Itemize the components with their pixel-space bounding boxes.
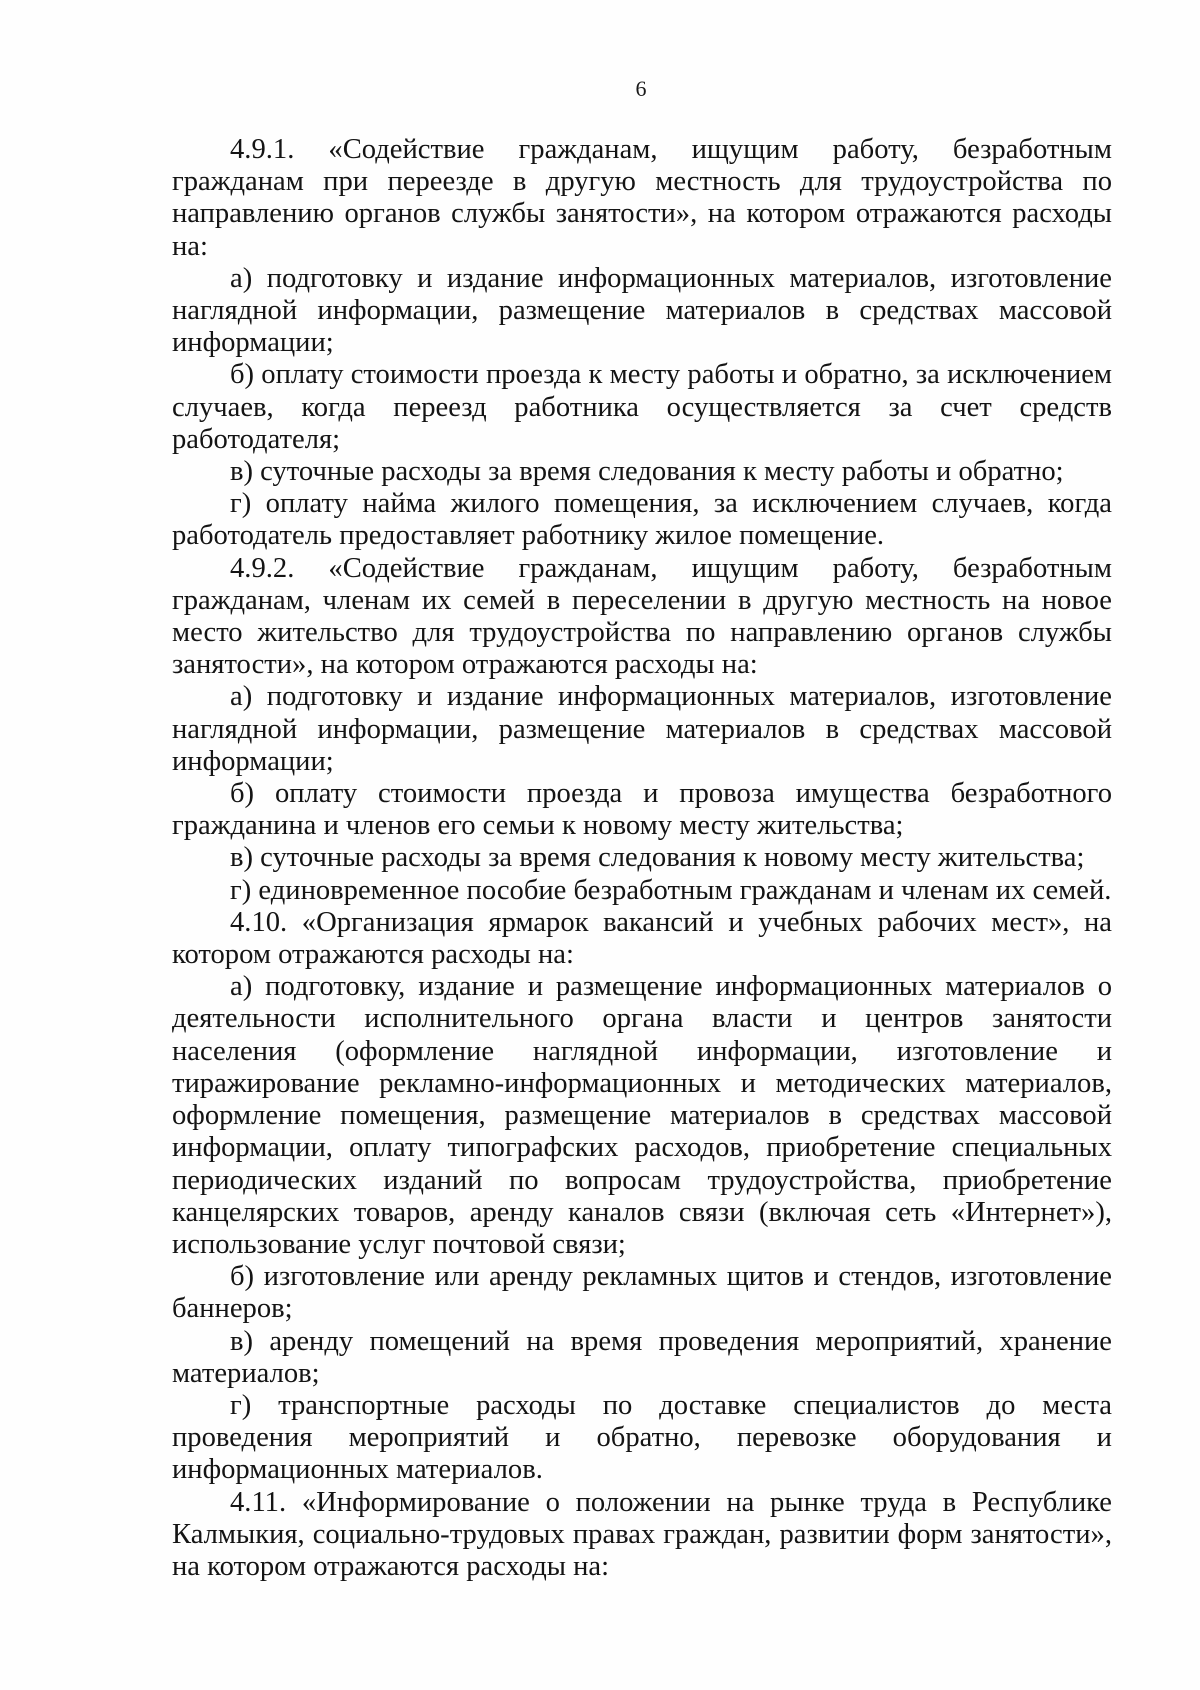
paragraph-4-9-2-b: б) оплату стоимости проезда и провоза имущества безработного гражданина и членов его семьи к новому месту жительства; [172, 778, 1112, 842]
paragraph-4-9-2-a: а) подготовку и издание информационных материалов, изготовление наглядной информации, размещение материалов в средствах массовой информации; [172, 681, 1112, 777]
paragraph-4-10-v: в) аренду помещений на время проведения мероприятий, хранение материалов; [172, 1325, 1112, 1389]
paragraph-4-9-1-v: в) суточные расходы за время следования к месту работы и обратно; [230, 456, 1064, 488]
paragraph-4-10-b: б) изготовление или аренду рекламных щитов и стендов, изготовление баннеров; [172, 1261, 1112, 1325]
paragraph-4-11: 4.11. «Информирование о положении на рынке труда в Республике Калмыкия, социально-трудовых правах граждан, развитии форм занятости», на котором отражаются расходы на: [172, 1486, 1112, 1582]
paragraph-4-9-2-v: в) суточные расходы за время следования к новому месту жительства; [230, 842, 1085, 874]
paragraph-4-9-1-a: а) подготовку и издание информационных материалов, изготовление наглядной информации, размещение материалов в средствах массовой информации; [172, 262, 1112, 359]
paragraph-4-10-a: а) подготовку, издание и размещение информационных материалов о деятельности исполнительного органа власти и центров занятости населения (оформление наглядной информации, изготовление и тиражирование рекламно-информационных и методических материалов, оформление помещения, размещение материалов в средствах массовой информации, оплату типографских расходов, приобретение специальных периодических изданий по вопросам трудоустройства, приобретение канцелярских товаров, аренду каналов связи (включая сеть «Интернет»), использование услуг почтовой связи; [172, 971, 1112, 1260]
paragraph-4-9-1-g: г) оплату найма жилого помещения, за исключением случаев, когда работодатель предоставляет работнику жилое помещение. [172, 488, 1112, 552]
paragraph-4-9-1-b: б) оплату стоимости проезда к месту работы и обратно, за исключением случаев, когда переезд работника осуществляется за счет средств работодателя; [172, 359, 1112, 455]
paragraph-4-10: 4.10. «Организация ярмарок вакансий и учебных рабочих мест», на котором отражаются расходы на: [172, 906, 1112, 971]
paragraph-4-9-1: 4.9.1. «Содействие гражданам, ищущим работу, безработным гражданам при переезде в другую местность для трудоустройства по направлению органов службы занятости», на котором отражаются расходы на: [172, 134, 1112, 262]
paragraph-4-9-2: 4.9.2. «Содействие гражданам, ищущим работу, безработным гражданам, членам их семей в переселении в другую местность на новое место жительство для трудоустройства по направлению органов службы занятости», на котором отражаются расходы на: [172, 552, 1112, 681]
document-body [172, 134, 1112, 1583]
page-number: 6 [635, 76, 647, 101]
paragraph-4-10-g: г) транспортные расходы по доставке специалистов до места проведения мероприятий и обратно, перевозке оборудования и информационных материалов. [172, 1389, 1112, 1486]
paragraph-4-9-2-g: г) единовременное пособие безработным гражданам и членам их семей. [230, 874, 1112, 906]
